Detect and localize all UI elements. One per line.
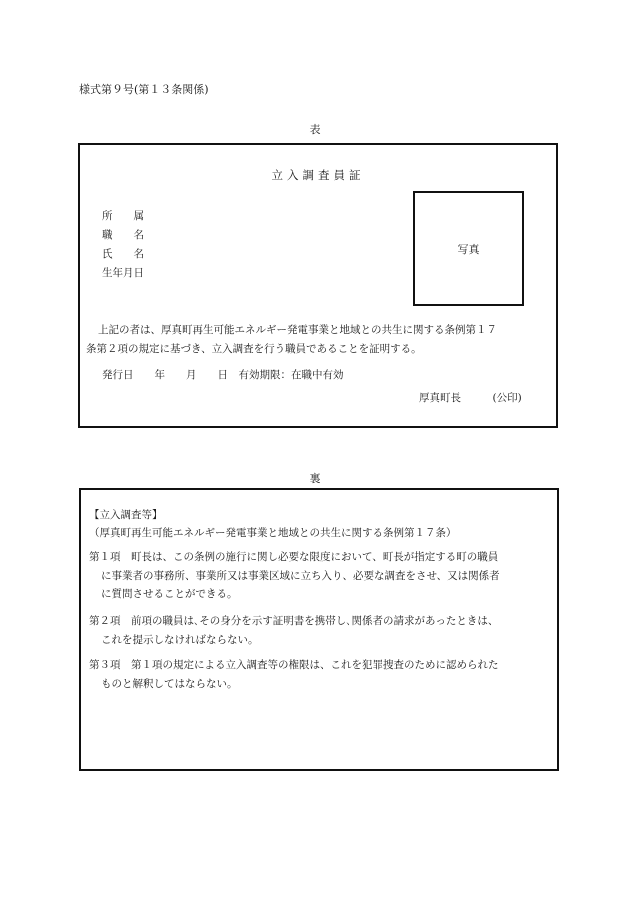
certification-line-1: 上記の者は、厚真町再生可能エネルギー発電事業と地域との共生に関する条例第１７: [98, 324, 497, 336]
field-affiliation: 所 属: [102, 210, 144, 222]
certification-line-2: 条第２項の規定に基づき、立入調査を行う職員であることを証明する。: [86, 343, 422, 355]
id-card-back: [79, 488, 559, 771]
clause-1-line-3: に質問させることができる。: [101, 588, 238, 600]
field-name: 氏 名: [102, 248, 144, 260]
certification-text: [86, 321, 554, 359]
clause-2-line-1: 第２項 前項の職員は､その身分を示す証明書を携帯し､関係者の請求があったときは、: [89, 615, 499, 627]
clause-1: [89, 548, 551, 604]
clause-3: [89, 656, 551, 693]
clause-3-line-1: 第３項 第１項の規定による立入調査等の権限は、これを犯罪捜査のために認められた: [89, 659, 499, 671]
back-side-label: 裏: [309, 472, 321, 485]
clause-3-line-2: ものと解釈してはならない。: [101, 677, 238, 690]
front-side-label: 表: [309, 123, 321, 136]
clause-2-line-2: これを提示しなければならない。: [101, 633, 259, 646]
back-heading: 【立入調査等】: [89, 509, 163, 521]
clause-1-line-1: 第１項 町長は、この条例の施行に関し必要な限度において、町長が指定する町の職員: [89, 551, 499, 563]
law-reference: （厚真町再生可能エネルギー発電事業と地域との共生に関する条例第１７条）: [89, 527, 457, 539]
photo-box: [413, 191, 524, 306]
field-birthdate: 生年月日: [102, 267, 144, 279]
clause-1-line-2: に事業者の事務所、事業所又は事業区域に立ち入り、必要な調査をさせ、又は関係者: [101, 569, 500, 582]
form-number: 様式第９号(第１３条関係): [79, 83, 209, 96]
card-title: 立入調査員証: [271, 168, 365, 182]
issue-date-line: 発行日 年 月 日 有効期限：在職中有効: [102, 369, 344, 381]
photo-label: 写真: [457, 243, 480, 256]
clause-2: [89, 612, 551, 649]
field-position: 職 名: [102, 229, 144, 241]
issuer-seal: 厚真町長 (公印): [419, 392, 522, 404]
id-card-front: [78, 143, 558, 428]
